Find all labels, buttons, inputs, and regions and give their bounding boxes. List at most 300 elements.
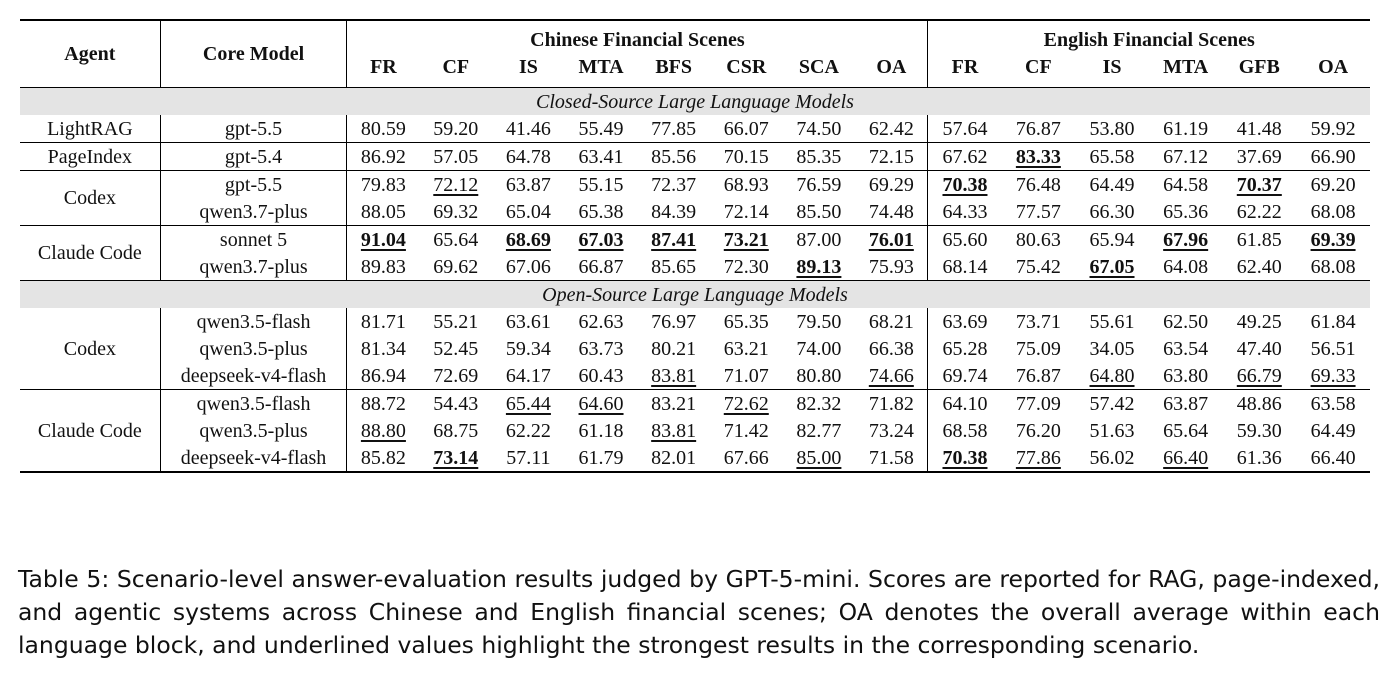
score-cell-cn-mta [565, 143, 638, 171]
score-value: 65.64 [1163, 419, 1209, 442]
score-value: 66.38 [868, 337, 914, 360]
score-cell-cn-is [492, 308, 565, 335]
score-cell-en-oa [1296, 390, 1370, 418]
score-cell-cn-mta [565, 362, 638, 390]
score-value: 83.81 [651, 364, 697, 387]
score-cell-cn-sca [783, 171, 856, 199]
score-value: 73.24 [868, 419, 914, 442]
score-value: 65.60 [942, 228, 988, 251]
score-cell-cn-cf [419, 198, 492, 226]
score-cell-en-oa [1296, 198, 1370, 226]
score-value: 72.12 [433, 173, 479, 196]
score-cell-cn-csr [710, 444, 783, 472]
score-cell-en-oa [1296, 171, 1370, 199]
core-model-cell: deepseek-v4-flash [160, 444, 347, 472]
score-cell-cn-bfs [637, 335, 710, 362]
score-value: 74.48 [868, 200, 914, 223]
score-value: 83.21 [651, 392, 697, 415]
score-cell-cn-is [492, 115, 565, 143]
table-row [20, 362, 1370, 390]
score-value: 80.59 [360, 117, 406, 140]
score-value: 76.59 [796, 173, 842, 196]
table-caption: Table 5: Scenario-level answer-evaluation results judged by GPT-5-mini. Scores are reported for RAG, page-indexed, and agentic systems across Chinese and English financial scenes; OA denotes the overall average within each language block, and underlined values highlight the strongest results in the corresponding scenario. [18, 565, 1380, 659]
score-cell-en-cf [1002, 253, 1076, 281]
score-cell-cn-bfs [637, 253, 710, 281]
score-value: 73.71 [1015, 310, 1061, 333]
score-cell-en-oa [1296, 362, 1370, 390]
score-cell-cn-oa [855, 390, 928, 418]
score-value: 62.50 [1163, 310, 1209, 333]
score-value: 69.39 [1310, 228, 1356, 251]
score-cell-cn-bfs [637, 143, 710, 171]
score-cell-cn-bfs [637, 226, 710, 254]
score-cell-en-mta [1149, 198, 1223, 226]
score-value: 64.80 [1089, 364, 1135, 387]
score-cell-cn-fr [347, 444, 420, 472]
score-cell-en-is [1075, 362, 1149, 390]
score-value: 57.64 [942, 117, 988, 140]
score-value: 63.87 [1163, 392, 1209, 415]
score-cell-en-is [1075, 226, 1149, 254]
score-value: 61.85 [1236, 228, 1282, 251]
score-value: 77.85 [651, 117, 697, 140]
score-value: 41.46 [505, 117, 551, 140]
score-value: 68.75 [433, 419, 479, 442]
score-cell-cn-cf [419, 171, 492, 199]
score-cell-en-is [1075, 198, 1149, 226]
column-header-cn-mta: MTA [565, 53, 638, 88]
score-value: 86.92 [360, 145, 406, 168]
agent-cell: PageIndex [20, 143, 160, 171]
score-cell-cn-is [492, 417, 565, 444]
score-value: 68.69 [505, 228, 551, 251]
score-cell-cn-mta [565, 417, 638, 444]
table-row [20, 253, 1370, 281]
score-cell-cn-is [492, 390, 565, 418]
score-cell-cn-sca [783, 444, 856, 472]
score-value: 63.69 [942, 310, 988, 333]
score-cell-en-cf [1002, 308, 1076, 335]
score-cell-en-mta [1149, 226, 1223, 254]
agent-cell: Codex [20, 171, 160, 226]
score-value: 65.44 [505, 392, 551, 415]
score-value: 70.37 [1236, 173, 1282, 196]
score-cell-en-gfb [1222, 253, 1296, 281]
score-value: 79.50 [796, 310, 842, 333]
score-cell-cn-is [492, 253, 565, 281]
score-value: 60.43 [578, 364, 624, 387]
score-cell-cn-cf [419, 390, 492, 418]
score-cell-en-fr [928, 308, 1002, 335]
table-row [20, 335, 1370, 362]
score-value: 74.50 [796, 117, 842, 140]
score-value: 64.17 [505, 364, 551, 387]
score-cell-cn-is [492, 171, 565, 199]
score-value: 64.49 [1310, 419, 1356, 442]
column-header-cn-oa: OA [855, 53, 928, 88]
score-cell-cn-bfs [637, 362, 710, 390]
score-cell-cn-bfs [637, 308, 710, 335]
section-title: Open-Source Large Language Models [20, 281, 1370, 309]
score-cell-cn-bfs [637, 390, 710, 418]
score-value: 76.97 [651, 310, 697, 333]
table-row [20, 115, 1370, 143]
score-value: 72.69 [433, 364, 479, 387]
score-value: 69.33 [1310, 364, 1356, 387]
score-cell-cn-cf [419, 143, 492, 171]
score-value: 85.65 [651, 255, 697, 278]
score-cell-en-fr [928, 226, 1002, 254]
score-value: 89.83 [360, 255, 406, 278]
score-cell-en-is [1075, 417, 1149, 444]
score-value: 68.14 [942, 255, 988, 278]
score-cell-en-oa [1296, 226, 1370, 254]
score-cell-en-mta [1149, 335, 1223, 362]
score-cell-cn-sca [783, 226, 856, 254]
score-cell-cn-oa [855, 171, 928, 199]
header-chinese-group: Chinese Financial Scenes [347, 20, 928, 53]
score-value: 52.45 [433, 337, 479, 360]
score-cell-cn-oa [855, 335, 928, 362]
table-row [20, 226, 1370, 254]
score-cell-en-is [1075, 253, 1149, 281]
score-cell-en-is [1075, 115, 1149, 143]
score-cell-cn-mta [565, 115, 638, 143]
table-header [20, 20, 1370, 88]
score-value: 72.15 [868, 145, 914, 168]
score-value: 84.39 [651, 200, 697, 223]
core-model-cell: gpt-5.5 [160, 171, 347, 199]
score-cell-en-mta [1149, 308, 1223, 335]
score-value: 61.84 [1310, 310, 1356, 333]
score-value: 64.10 [942, 392, 988, 415]
score-cell-en-fr [928, 417, 1002, 444]
score-value: 54.43 [433, 392, 479, 415]
score-cell-en-is [1075, 335, 1149, 362]
score-value: 80.21 [651, 337, 697, 360]
score-cell-en-fr [928, 390, 1002, 418]
score-cell-en-is [1075, 390, 1149, 418]
score-value: 63.54 [1163, 337, 1209, 360]
score-value: 71.07 [723, 364, 769, 387]
score-cell-cn-cf [419, 444, 492, 472]
score-value: 61.18 [578, 419, 624, 442]
score-value: 61.79 [578, 446, 624, 469]
score-value: 53.80 [1089, 117, 1135, 140]
score-cell-en-gfb [1222, 362, 1296, 390]
score-value: 65.38 [578, 200, 624, 223]
score-cell-en-mta [1149, 362, 1223, 390]
score-cell-cn-csr [710, 198, 783, 226]
column-header-en-is: IS [1075, 53, 1149, 88]
score-value: 63.41 [578, 145, 624, 168]
core-model-cell: sonnet 5 [160, 226, 347, 254]
score-value: 72.30 [723, 255, 769, 278]
score-cell-en-gfb [1222, 115, 1296, 143]
score-value: 64.08 [1163, 255, 1209, 278]
score-cell-cn-fr [347, 390, 420, 418]
score-value: 63.21 [723, 337, 769, 360]
score-value: 89.13 [796, 255, 842, 278]
score-value: 81.34 [360, 337, 406, 360]
score-value: 77.09 [1015, 392, 1061, 415]
score-value: 59.30 [1236, 419, 1282, 442]
score-cell-cn-oa [855, 115, 928, 143]
core-model-cell: deepseek-v4-flash [160, 362, 347, 390]
score-cell-en-cf [1002, 143, 1076, 171]
score-value: 67.03 [578, 228, 624, 251]
score-cell-en-is [1075, 308, 1149, 335]
score-cell-cn-csr [710, 171, 783, 199]
score-value: 85.50 [796, 200, 842, 223]
score-cell-cn-bfs [637, 171, 710, 199]
score-cell-cn-oa [855, 444, 928, 472]
score-value: 57.05 [433, 145, 479, 168]
score-cell-en-cf [1002, 226, 1076, 254]
results-table [20, 19, 1370, 473]
score-value: 64.60 [578, 392, 624, 415]
score-cell-cn-oa [855, 417, 928, 444]
score-value: 74.66 [868, 364, 914, 387]
score-value: 66.40 [1163, 446, 1209, 469]
score-value: 82.01 [651, 446, 697, 469]
score-cell-cn-fr [347, 362, 420, 390]
score-cell-en-cf [1002, 362, 1076, 390]
score-value: 81.71 [360, 310, 406, 333]
score-cell-cn-oa [855, 226, 928, 254]
score-value: 65.35 [723, 310, 769, 333]
score-value: 62.63 [578, 310, 624, 333]
score-cell-cn-is [492, 226, 565, 254]
score-value: 64.49 [1089, 173, 1135, 196]
column-header-en-oa: OA [1296, 53, 1370, 88]
score-value: 37.69 [1236, 145, 1282, 168]
score-value: 47.40 [1236, 337, 1282, 360]
score-value: 75.93 [868, 255, 914, 278]
table-row [20, 171, 1370, 199]
column-header-cn-fr: FR [347, 53, 420, 88]
score-cell-cn-sca [783, 417, 856, 444]
score-value: 59.92 [1310, 117, 1356, 140]
score-value: 87.41 [651, 228, 697, 251]
score-value: 80.63 [1015, 228, 1061, 251]
agent-cell: LightRAG [20, 115, 160, 143]
column-header-en-fr: FR [928, 53, 1002, 88]
score-value: 69.20 [1310, 173, 1356, 196]
score-cell-en-mta [1149, 171, 1223, 199]
score-value: 85.82 [360, 446, 406, 469]
score-value: 70.15 [723, 145, 769, 168]
score-cell-cn-sca [783, 335, 856, 362]
score-value: 66.87 [578, 255, 624, 278]
score-value: 67.06 [505, 255, 551, 278]
score-cell-en-oa [1296, 143, 1370, 171]
score-cell-cn-bfs [637, 444, 710, 472]
score-cell-cn-fr [347, 308, 420, 335]
score-value: 66.30 [1089, 200, 1135, 223]
score-cell-cn-sca [783, 143, 856, 171]
score-value: 61.36 [1236, 446, 1282, 469]
score-cell-cn-csr [710, 308, 783, 335]
core-model-cell: qwen3.7-plus [160, 253, 347, 281]
column-header-en-gfb: GFB [1222, 53, 1296, 88]
score-value: 63.80 [1163, 364, 1209, 387]
score-cell-cn-bfs [637, 115, 710, 143]
score-cell-cn-mta [565, 390, 638, 418]
score-value: 68.21 [868, 310, 914, 333]
score-cell-en-cf [1002, 390, 1076, 418]
column-header-cn-bfs: BFS [637, 53, 710, 88]
score-value: 62.22 [505, 419, 551, 442]
score-value: 74.00 [796, 337, 842, 360]
score-value: 67.62 [942, 145, 988, 168]
score-value: 69.29 [868, 173, 914, 196]
score-value: 85.56 [651, 145, 697, 168]
score-value: 64.33 [942, 200, 988, 223]
score-cell-en-fr [928, 198, 1002, 226]
column-header-cn-csr: CSR [710, 53, 783, 88]
score-cell-cn-sca [783, 115, 856, 143]
score-value: 70.38 [942, 446, 988, 469]
core-model-cell: qwen3.5-flash [160, 390, 347, 418]
score-value: 69.62 [433, 255, 479, 278]
score-value: 34.05 [1089, 337, 1135, 360]
score-cell-en-cf [1002, 171, 1076, 199]
score-value: 91.04 [360, 228, 406, 251]
score-value: 62.42 [868, 117, 914, 140]
score-value: 65.36 [1163, 200, 1209, 223]
score-cell-cn-csr [710, 390, 783, 418]
score-cell-cn-csr [710, 362, 783, 390]
score-cell-en-oa [1296, 253, 1370, 281]
score-value: 63.87 [505, 173, 551, 196]
score-value: 55.49 [578, 117, 624, 140]
score-cell-cn-is [492, 362, 565, 390]
score-value: 55.15 [578, 173, 624, 196]
score-value: 76.01 [868, 228, 914, 251]
score-cell-en-fr [928, 171, 1002, 199]
score-cell-en-fr [928, 143, 1002, 171]
score-cell-cn-cf [419, 308, 492, 335]
score-cell-en-oa [1296, 335, 1370, 362]
score-value: 83.81 [651, 419, 697, 442]
score-cell-en-gfb [1222, 226, 1296, 254]
score-cell-en-mta [1149, 115, 1223, 143]
score-value: 71.58 [868, 446, 914, 469]
score-value: 62.22 [1236, 200, 1282, 223]
score-cell-en-cf [1002, 115, 1076, 143]
score-value: 64.58 [1163, 173, 1209, 196]
score-value: 88.05 [360, 200, 406, 223]
table-row [20, 308, 1370, 335]
score-cell-cn-mta [565, 335, 638, 362]
score-value: 63.61 [505, 310, 551, 333]
score-value: 49.25 [1236, 310, 1282, 333]
header-english-group: English Financial Scenes [928, 20, 1370, 53]
score-cell-en-fr [928, 253, 1002, 281]
score-value: 70.38 [942, 173, 988, 196]
score-value: 66.40 [1310, 446, 1356, 469]
score-cell-cn-fr [347, 143, 420, 171]
score-cell-cn-mta [565, 171, 638, 199]
score-cell-en-gfb [1222, 417, 1296, 444]
agent-cell: Claude Code [20, 226, 160, 281]
score-value: 71.42 [723, 419, 769, 442]
score-value: 80.80 [796, 364, 842, 387]
score-cell-cn-bfs [637, 417, 710, 444]
score-cell-cn-cf [419, 362, 492, 390]
agent-cell: Claude Code [20, 390, 160, 473]
score-value: 55.21 [433, 310, 479, 333]
score-value: 77.57 [1015, 200, 1061, 223]
score-value: 65.64 [433, 228, 479, 251]
score-cell-cn-sca [783, 253, 856, 281]
score-value: 88.72 [360, 392, 406, 415]
score-cell-en-cf [1002, 417, 1076, 444]
score-value: 67.66 [723, 446, 769, 469]
score-value: 68.58 [942, 419, 988, 442]
score-value: 85.35 [796, 145, 842, 168]
score-cell-en-mta [1149, 444, 1223, 472]
score-cell-en-oa [1296, 444, 1370, 472]
table-row [20, 143, 1370, 171]
score-cell-cn-fr [347, 115, 420, 143]
section-header-row [20, 88, 1370, 116]
score-value: 65.28 [942, 337, 988, 360]
core-model-cell: qwen3.5-plus [160, 335, 347, 362]
score-cell-cn-mta [565, 226, 638, 254]
score-value: 71.82 [868, 392, 914, 415]
score-cell-en-gfb [1222, 171, 1296, 199]
score-value: 56.02 [1089, 446, 1135, 469]
table-row [20, 444, 1370, 472]
score-value: 72.37 [651, 173, 697, 196]
score-cell-en-gfb [1222, 335, 1296, 362]
score-cell-cn-oa [855, 143, 928, 171]
score-cell-cn-is [492, 335, 565, 362]
score-value: 55.61 [1089, 310, 1135, 333]
column-header-en-mta: MTA [1149, 53, 1223, 88]
score-cell-cn-cf [419, 417, 492, 444]
score-value: 59.34 [505, 337, 551, 360]
agent-cell: Codex [20, 308, 160, 390]
score-cell-cn-cf [419, 335, 492, 362]
score-cell-cn-oa [855, 253, 928, 281]
score-cell-cn-is [492, 444, 565, 472]
score-cell-en-fr [928, 444, 1002, 472]
score-value: 64.78 [505, 145, 551, 168]
score-cell-en-oa [1296, 417, 1370, 444]
score-cell-cn-fr [347, 226, 420, 254]
score-value: 57.42 [1089, 392, 1135, 415]
score-value: 77.86 [1015, 446, 1061, 469]
score-value: 72.62 [723, 392, 769, 415]
score-cell-cn-cf [419, 115, 492, 143]
score-cell-en-is [1075, 444, 1149, 472]
score-cell-en-cf [1002, 198, 1076, 226]
score-value: 76.20 [1015, 419, 1061, 442]
score-value: 67.05 [1089, 255, 1135, 278]
score-value: 66.79 [1236, 364, 1282, 387]
score-cell-en-gfb [1222, 198, 1296, 226]
score-cell-en-oa [1296, 308, 1370, 335]
score-cell-cn-mta [565, 198, 638, 226]
score-cell-cn-oa [855, 362, 928, 390]
table-row [20, 390, 1370, 418]
score-value: 66.90 [1310, 145, 1356, 168]
score-value: 62.40 [1236, 255, 1282, 278]
score-value: 73.14 [433, 446, 479, 469]
